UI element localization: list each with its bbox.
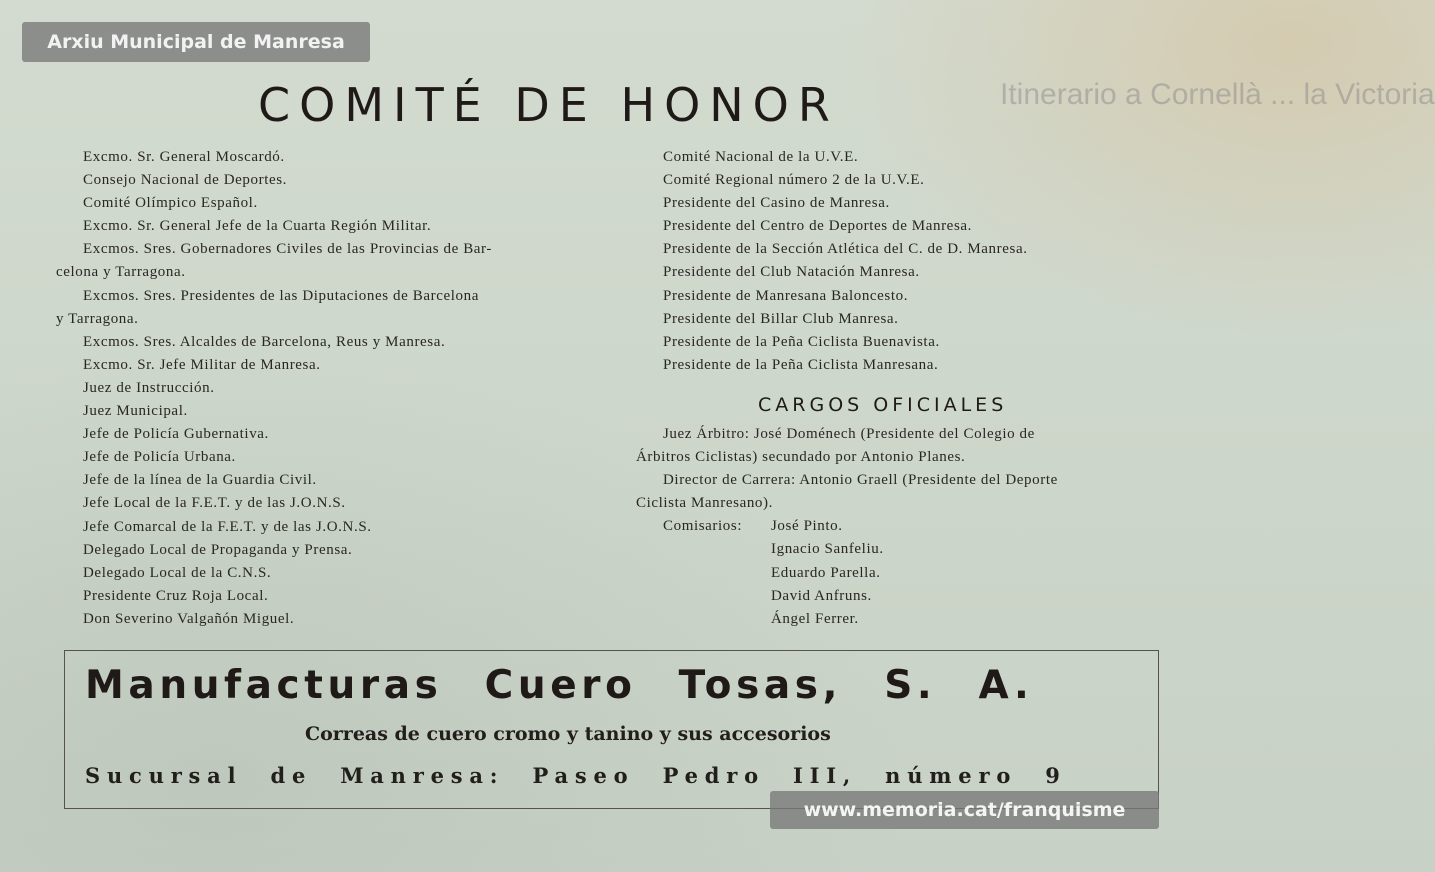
committee-member: Comité Olímpico Español. bbox=[83, 195, 258, 212]
comisario-row bbox=[636, 538, 1176, 561]
committee-member-continuation: y Tarragona. bbox=[56, 310, 139, 327]
juez-arbitro-continuation: Árbitros Ciclistas) secundado por Antonio Planes. bbox=[636, 449, 966, 466]
website-watermark: www.memoria.cat/franquisme bbox=[770, 791, 1159, 829]
comisario-name: José Pinto. bbox=[771, 518, 843, 535]
comisario-row bbox=[636, 562, 1176, 585]
comisario-name: David Anfruns. bbox=[771, 587, 872, 604]
committee-member: Presidente del Billar Club Manresa. bbox=[663, 310, 899, 327]
committee-member: Juez de Instrucción. bbox=[83, 379, 215, 396]
advertisement-box bbox=[64, 650, 1159, 809]
committee-member: Consejo Nacional de Deportes. bbox=[83, 172, 288, 189]
committee-member: Comité Nacional de la U.V.E. bbox=[663, 149, 859, 165]
ad-company-name: Manufacturas Cuero Tosas, S. A. bbox=[85, 663, 1034, 708]
committee-member-continuation: celona y Tarragona. bbox=[56, 264, 186, 281]
director-carrera-continuation: Ciclista Manresano). bbox=[636, 495, 773, 512]
committee-member: Presidente Cruz Roja Local. bbox=[83, 587, 269, 604]
comisarios-label: Comisarios: bbox=[663, 518, 743, 535]
director-carrera-line: Director de Carrera: Antonio Graell (Presidente del Deporte bbox=[663, 472, 1058, 489]
committee-member: Jefe de la línea de la Guardia Civil. bbox=[83, 472, 317, 489]
committee-member: Presidente de la Sección Atlética del C. de D. Manresa. bbox=[663, 241, 1028, 258]
committee-member: Presidente de Manresana Baloncesto. bbox=[663, 287, 909, 304]
comisario-row bbox=[636, 585, 1176, 608]
committee-member: Presidente de la Peña Ciclista Manresana. bbox=[663, 356, 939, 373]
committee-member: Excmo. Sr. Jefe Militar de Manresa. bbox=[83, 356, 321, 373]
comisario-name: Ángel Ferrer. bbox=[771, 610, 859, 627]
ad-address: Sucursal de Manresa: Paseo Pedro III, número 9 bbox=[85, 763, 1067, 788]
juez-arbitro-line: Juez Árbitro: José Doménech (Presidente del Colegio de bbox=[663, 425, 1035, 442]
bleed-through-text: Itinerario a Cornellà ... la Victoria bbox=[1000, 78, 1435, 111]
committee-member: Jefe de Policía Gubernativa. bbox=[83, 426, 269, 443]
committee-member: Presidente del Centro de Deportes de Manresa. bbox=[663, 218, 972, 235]
comisario-name: Ignacio Sanfeliu. bbox=[771, 541, 884, 558]
committee-member: Jefe Comarcal de la F.E.T. y de las J.O.N.S. bbox=[83, 518, 372, 535]
committee-member: Excmos. Sres. Gobernadores Civiles de las Provincias de Bar- bbox=[83, 241, 492, 258]
committee-member: Presidente de la Peña Ciclista Buenavista. bbox=[663, 333, 940, 350]
committee-member: Comité Regional número 2 de la U.V.E. bbox=[663, 172, 925, 189]
committee-member: Presidente del Casino de Manresa. bbox=[663, 195, 890, 212]
committee-member: Excmos. Sres. Presidentes de las Diputaciones de Barcelona bbox=[83, 287, 479, 304]
comisario-name: Eduardo Parella. bbox=[771, 564, 881, 581]
committee-member: Presidente del Club Natación Manresa. bbox=[663, 264, 920, 281]
page-title: COMITÉ DE HONOR bbox=[258, 78, 839, 132]
comisario-row bbox=[636, 515, 1176, 538]
committee-member: Jefe de Policía Urbana. bbox=[83, 449, 236, 466]
committee-member: Delegado Local de la C.N.S. bbox=[83, 564, 272, 581]
committee-member: Delegado Local de Propaganda y Prensa. bbox=[83, 541, 353, 558]
honor-committee-right-column bbox=[636, 146, 1176, 631]
committee-member: Juez Municipal. bbox=[83, 403, 188, 420]
committee-member: Excmo. Sr. General Jefe de la Cuarta Región Militar. bbox=[83, 218, 432, 235]
comisario-row bbox=[636, 608, 1176, 631]
committee-member: Jefe Local de la F.E.T. y de las J.O.N.S. bbox=[83, 495, 346, 512]
honor-committee-left-column bbox=[56, 146, 586, 631]
committee-member: Don Severino Valgañón Miguel. bbox=[83, 610, 295, 627]
committee-member: Excmos. Sres. Alcaldes de Barcelona, Reus y Manresa. bbox=[83, 333, 446, 350]
committee-member: Excmo. Sr. General Moscardó. bbox=[83, 149, 285, 165]
cargos-oficiales-heading: CARGOS OFICIALES bbox=[758, 393, 1008, 416]
archive-watermark: Arxiu Municipal de Manresa bbox=[22, 22, 370, 62]
ad-tagline: Correas de cuero cromo y tanino y sus accesorios bbox=[305, 723, 831, 745]
